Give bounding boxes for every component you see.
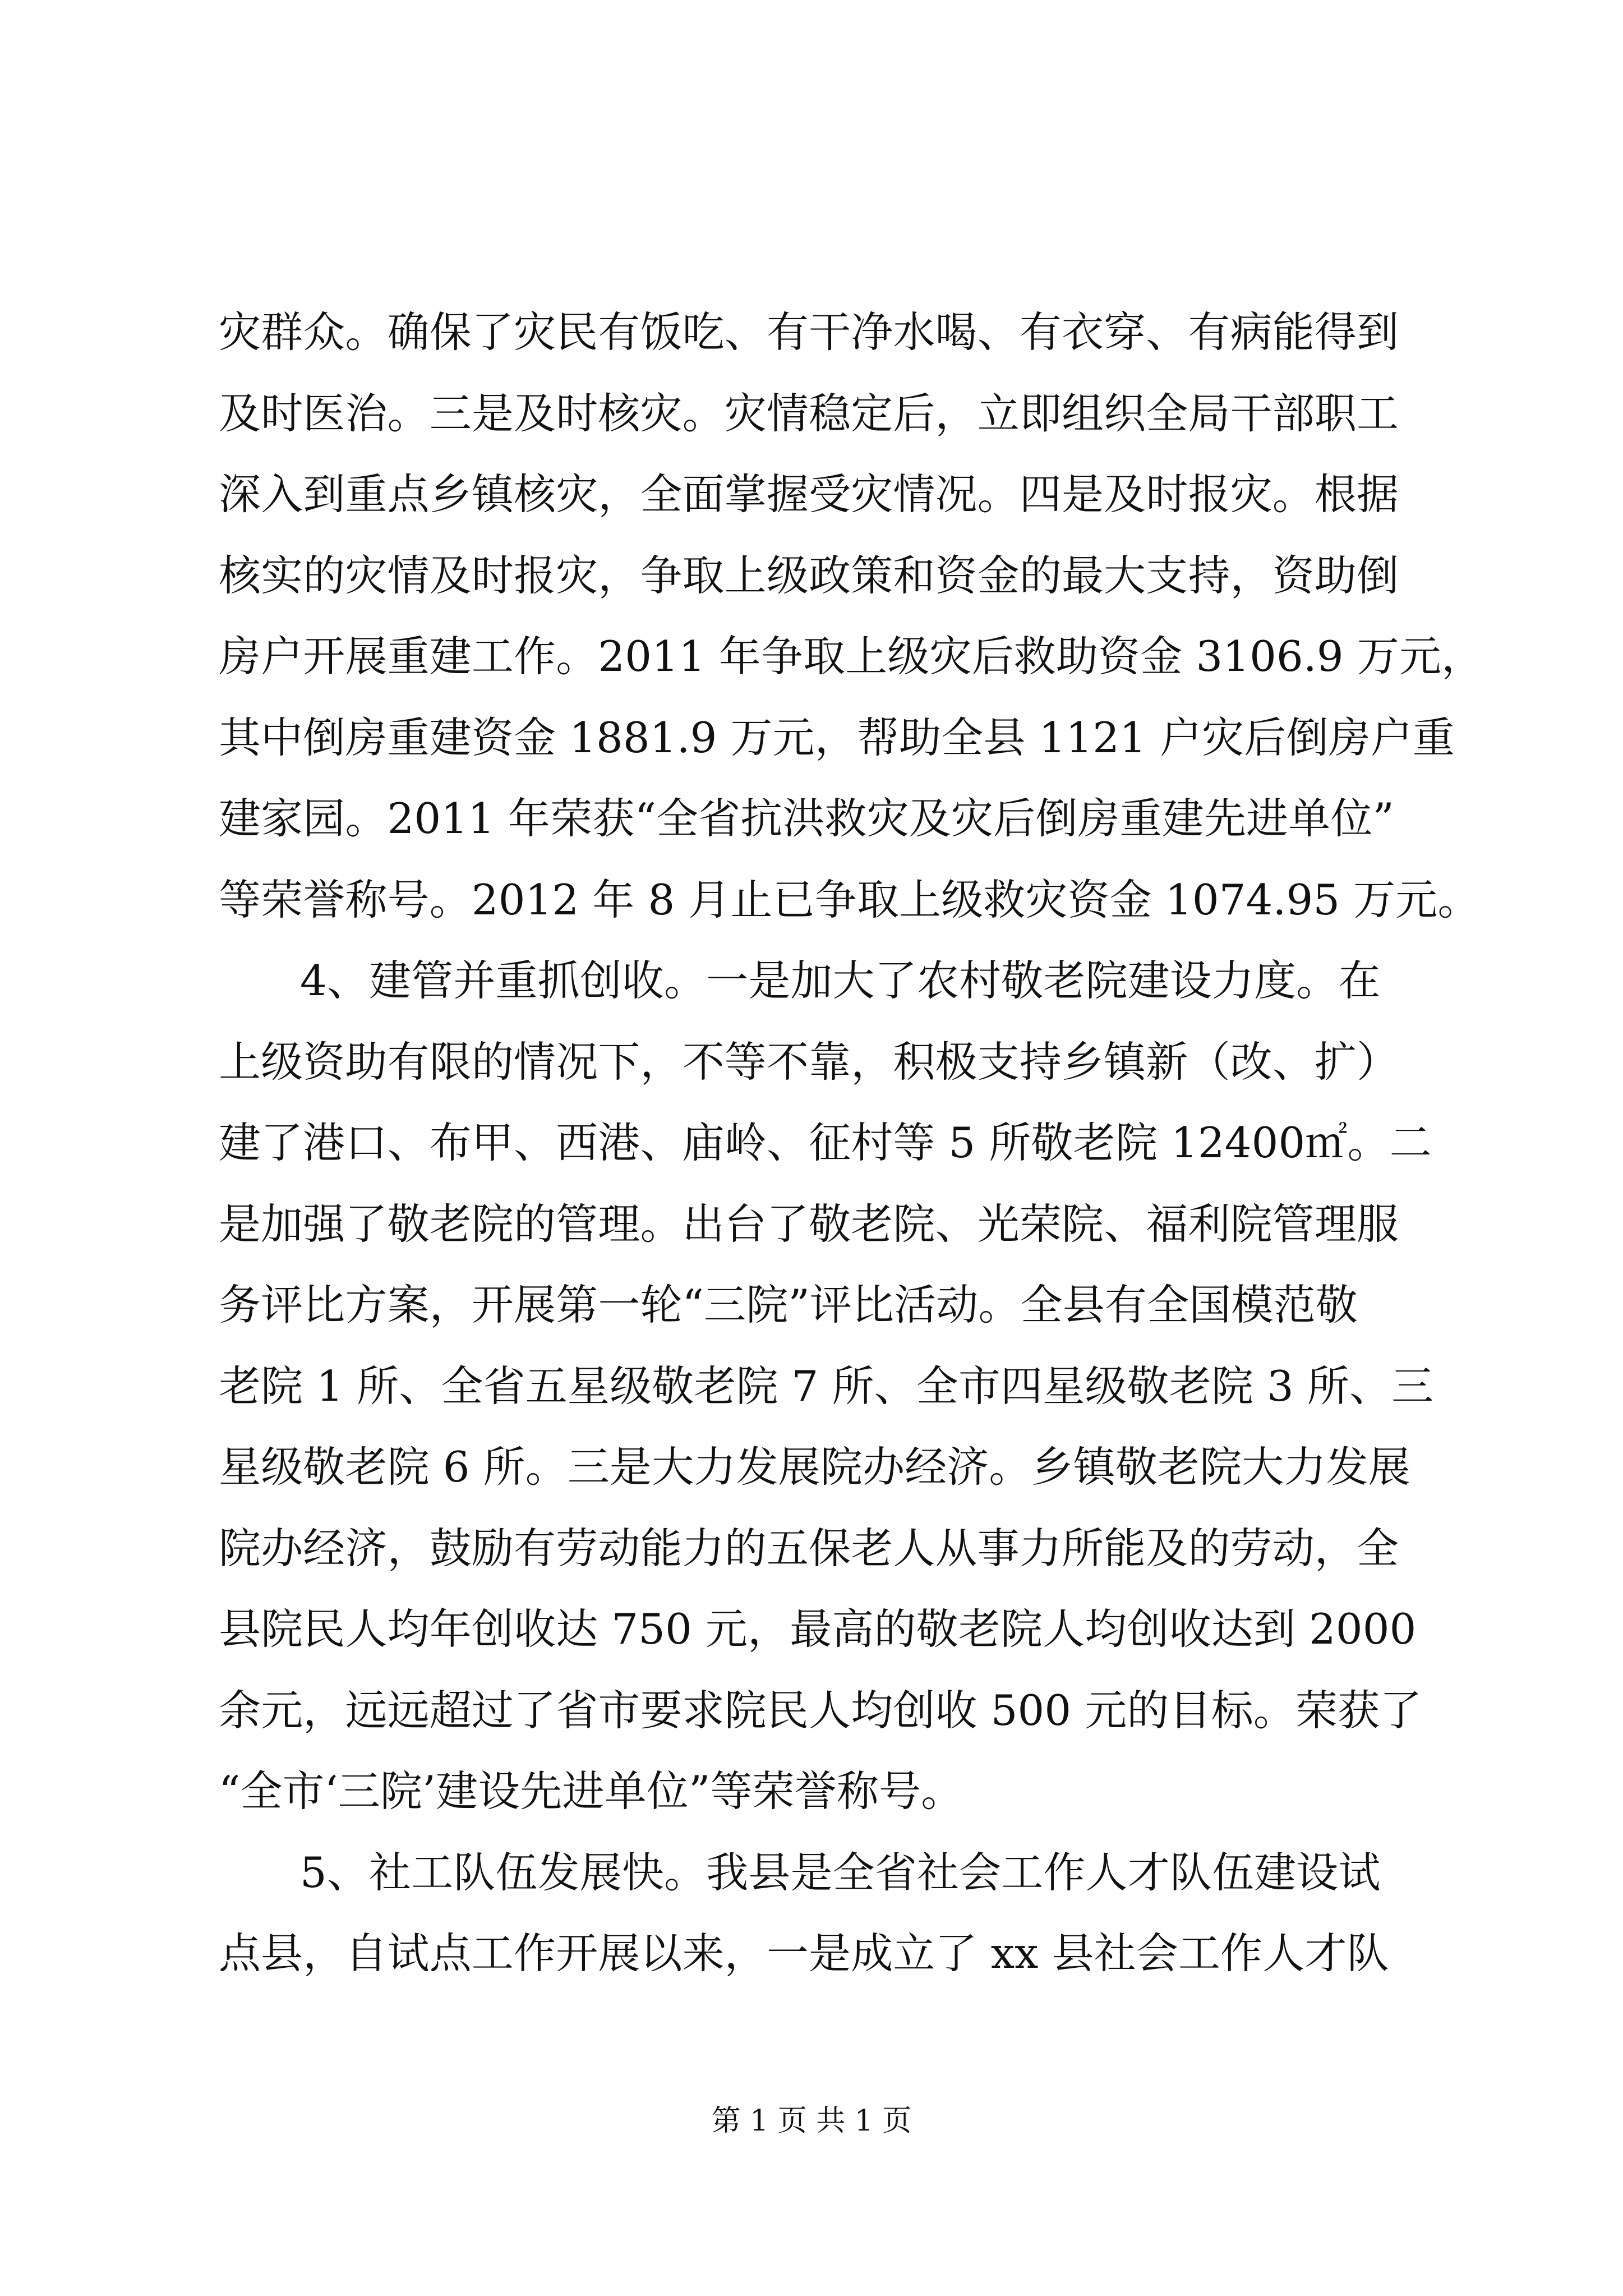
- text-line: 建了港口、布甲、西港、庙岭、征村等 5 所敬老院 12400㎡。二: [219, 1118, 1432, 1167]
- text-line: 星级敬老院 6 所。三是大力发展院办经济。乡镇敬老院大力发展: [219, 1442, 1410, 1492]
- text-line: 是加强了敬老院的管理。出台了敬老院、光荣院、福利院管理服: [219, 1199, 1399, 1249]
- paragraph-5-start: 5、社工队伍发展快。我县是全省社会工作人才队伍建设试: [300, 1847, 1381, 1897]
- text-line: 余元，远远超过了省市要求院民人均创收 500 元的目标。荣获了: [219, 1685, 1422, 1735]
- text-line: 其中倒房重建资金 1881.9 万元，帮助全县 1121 户灾后倒房户重: [219, 712, 1455, 762]
- text-line: 县院民人均年创收达 750 元，最高的敬老院人均创收达到 2000: [219, 1604, 1417, 1654]
- text-line: 务评比方案，开展第一轮“三院”评比活动。全县有全国模范敬: [219, 1280, 1358, 1329]
- text-line: 点县，自试点工作开展以来，一是成立了 xx 县社会工作人才队: [219, 1929, 1389, 1978]
- text-line: 深入到重点乡镇核灾，全面掌握受灾情况。四是及时报灾。根据: [219, 470, 1399, 519]
- text-line: 及时医治。三是及时核灾。灾情稳定后，立即组织全局干部职工: [219, 388, 1399, 438]
- text-line: 上级资助有限的情况下，不等不靠，积极支持乡镇新（改、扩）: [219, 1037, 1399, 1087]
- paragraph-4-start: 4、建管并重抓创收。一是加大了农村敬老院建设力度。在: [300, 956, 1381, 1005]
- text-line: “全市‘三院’建设先进单位”等荣誉称号。: [219, 1766, 963, 1816]
- text-line: 老院 1 所、全省五星级敬老院 7 所、全市四星级敬老院 3 所、三: [219, 1361, 1434, 1411]
- text-line: 灾群众。确保了灾民有饭吃、有干净水喝、有衣穿、有病能得到: [219, 307, 1399, 357]
- page-number-footer: 第 1 页 共 1 页: [711, 2104, 912, 2138]
- text-line: 等荣誉称号。2012 年 8 月止已争取上级救灾资金 1074.95 万元。: [219, 875, 1480, 924]
- text-line: 院办经济，鼓励有劳动能力的五保老人从事力所能及的劳动，全: [219, 1523, 1399, 1573]
- text-line: 建家园。2011 年荣获“全省抗洪救灾及灾后倒房重建先进单位”: [219, 794, 1395, 843]
- body-text: [219, 292, 1484, 1994]
- text-line: 核实的灾情及时报灾，争取上级政策和资金的最大支持，资助倒: [219, 550, 1399, 600]
- text-line: 房户开展重建工作。2011 年争取上级灾后救助资金 3106.9 万元，: [219, 632, 1484, 681]
